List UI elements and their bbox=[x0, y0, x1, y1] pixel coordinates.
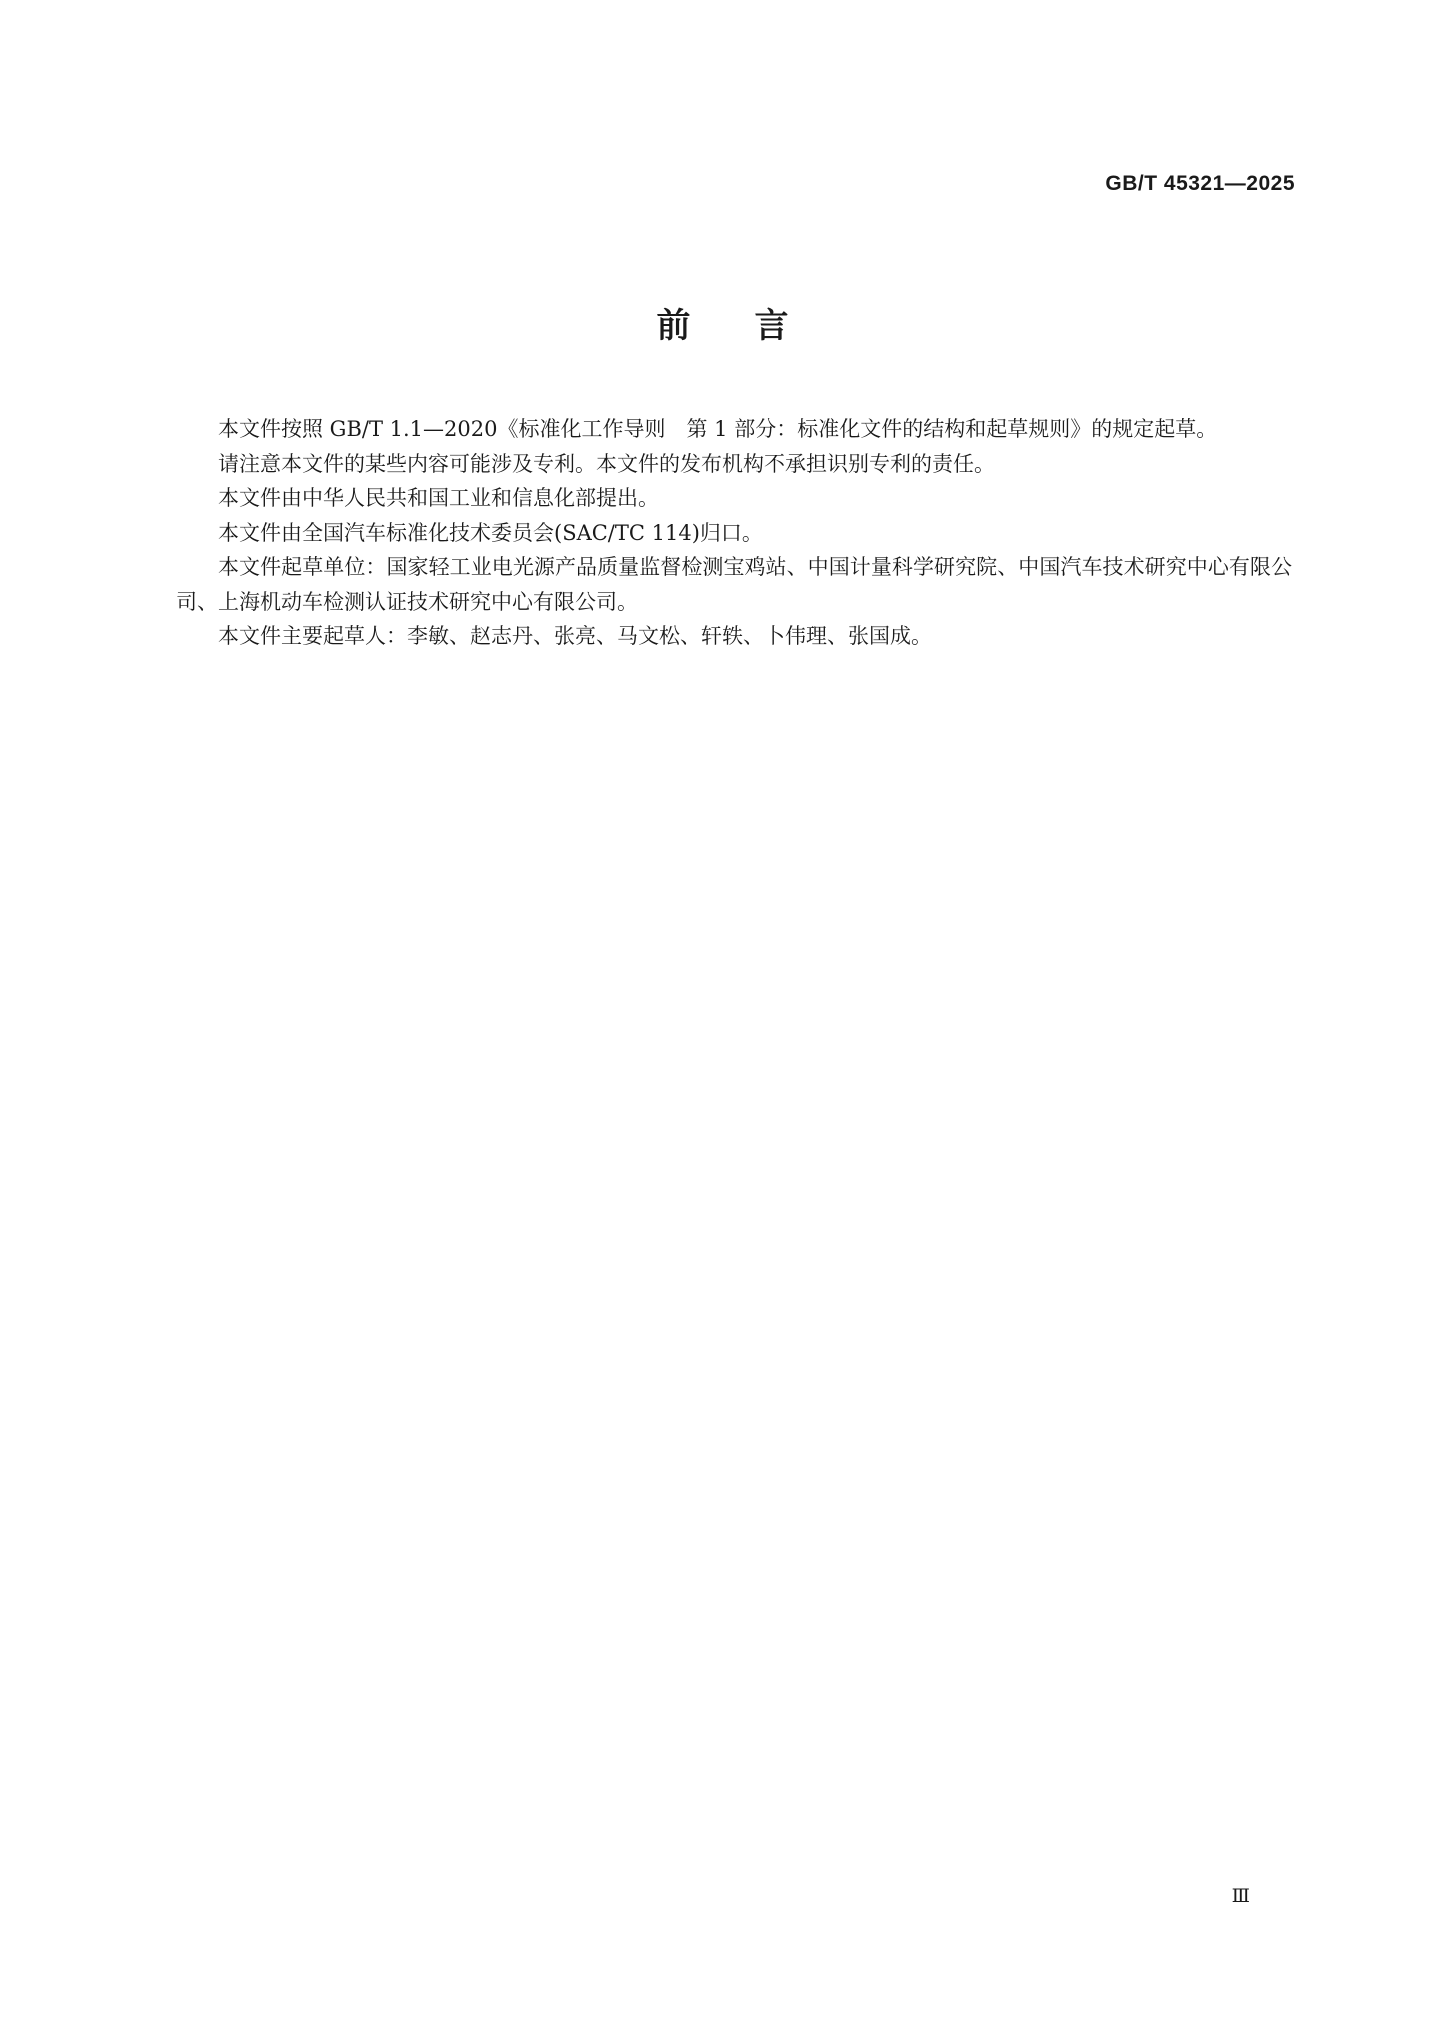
paragraph-drafters: 本文件主要起草人：李敏、赵志丹、张亮、马文松、轩轶、卜伟理、张国成。 bbox=[218, 624, 932, 648]
paragraph-patent-notice: 请注意本文件的某些内容可能涉及专利。本文件的发布机构不承担识别专利的责任。 bbox=[218, 451, 995, 476]
preface-body bbox=[176, 412, 1292, 654]
paragraph-committee: 本文件由全国汽车标准化技术委员会(SAC/TC 114)归口。 bbox=[218, 520, 763, 545]
paragraph-drafting-units: 本文件起草单位：国家轻工业电光源产品质量监督检测宝鸡站、中国计量科学研究院、中国汽车技术研究中心有限公司、上海机动车检测认证技术研究中心有限公司。 bbox=[176, 555, 1292, 614]
page-number: Ⅲ bbox=[1231, 1885, 1249, 1907]
standard-number: GB/T 45321—2025 bbox=[1105, 172, 1295, 195]
page-title: 前言 bbox=[656, 306, 853, 346]
paragraph-proposer: 本文件由中华人民共和国工业和信息化部提出。 bbox=[218, 486, 659, 510]
paragraph-drafting-rules: 本文件按照 GB/T 1.1—2020《标准化工作导则 第 1 部分：标准化文件的结构和起草规则》的规定起草。 bbox=[218, 417, 1218, 441]
